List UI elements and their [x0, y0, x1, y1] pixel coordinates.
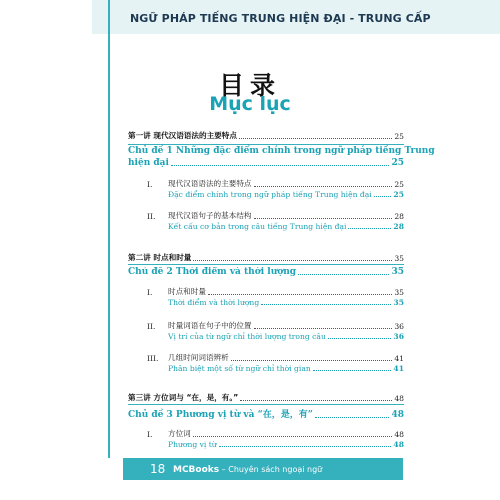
toc-entry-label: Vị trí của từ ngữ chỉ thời lượng trong câu: [168, 332, 326, 341]
toc-entry-label: 第一讲 现代汉语语法的主要特点: [128, 131, 237, 140]
roman-numeral: II.: [147, 322, 156, 331]
toc-section-2-1-vi[interactable]: [168, 298, 404, 307]
toc-entry-page: 36: [394, 322, 404, 331]
dot-leader: [219, 446, 392, 447]
toc-entry-page: 36: [393, 332, 404, 341]
toc-entry-label: 现代汉语语法的主要特点: [168, 179, 252, 188]
toc-entry-page: 25: [394, 180, 404, 189]
toc-lecture-3[interactable]: [128, 392, 404, 403]
toc-entry-label: 时点和时量: [168, 287, 206, 296]
dot-leader: [313, 370, 392, 371]
toc-section-1-1[interactable]: [168, 178, 404, 189]
toc-topic-2[interactable]: [128, 267, 404, 277]
toc-entry-label: 时量词语在句子中的位置: [168, 321, 252, 330]
toc-entry-label: Phương vị từ: [168, 440, 217, 449]
dot-leader: [208, 294, 392, 295]
toc-entry-label: Chủ đề 3 Phương vị từ và “在，是，有”: [128, 410, 313, 420]
toc-section-2-3-vi[interactable]: [168, 364, 404, 373]
toc-entry-page: 41: [393, 364, 404, 373]
header-title: NGỮ PHÁP TIẾNG TRUNG HIỆN ĐẠI - TRUNG CẤP: [130, 12, 431, 25]
dot-leader: [239, 138, 392, 139]
toc-topic-3[interactable]: [128, 407, 404, 420]
toc-entry-page: 25: [393, 190, 404, 199]
toc-entry-label: 方位词: [168, 429, 191, 438]
roman-numeral: III.: [147, 354, 159, 363]
toc-entry-page: 35: [394, 254, 404, 263]
toc-section-2-2[interactable]: [168, 320, 404, 331]
dot-leader: [298, 274, 389, 275]
dot-leader: [171, 165, 390, 166]
toc-entry-page: 28: [393, 222, 404, 231]
roman-numeral: I.: [147, 180, 153, 189]
toc-entry-label: Thời điểm và thời lượng: [168, 298, 260, 307]
toc-topic-1[interactable]: [128, 158, 404, 168]
dot-leader: [193, 436, 393, 437]
toc-lecture-2[interactable]: [128, 252, 404, 263]
toc-entry-label: Chủ đề 2 Thời điểm và thời lượng: [128, 267, 297, 277]
toc-topic-1-line1[interactable]: Chủ đề 1 Những đặc điểm chính trong ngữ pháp tiếng Trung: [128, 146, 435, 156]
roman-numeral: I.: [147, 288, 153, 297]
toc-entry-page: 48: [391, 410, 404, 420]
toc-section-2-2-vi[interactable]: [168, 332, 404, 341]
dot-leader: [374, 196, 392, 197]
dot-leader: [240, 400, 392, 401]
dot-leader: [348, 228, 391, 229]
toc-section-2-3[interactable]: [168, 352, 404, 363]
toc-entry-label: 现代汉语句子的基本结构: [168, 211, 252, 220]
toc-entry-page: 28: [394, 212, 404, 221]
dot-leader: [254, 186, 393, 187]
toc-entry-page: 41: [394, 354, 404, 363]
toc-entry-label: 第二讲 时点和时量: [128, 253, 192, 262]
toc-section-1-2[interactable]: [168, 210, 404, 221]
toc-section-2-1[interactable]: [168, 286, 404, 297]
toc-entry-label: Kết cấu cơ bản trong câu tiếng Trung hiện đại: [168, 222, 347, 231]
dot-leader: [231, 360, 393, 361]
toc-entry-page: 35: [394, 288, 404, 297]
toc-entry-page: 48: [394, 430, 404, 439]
separator-line: [128, 404, 404, 405]
title-chinese: 目录: [218, 71, 281, 100]
toc-entry-page: 25: [394, 132, 404, 141]
toc-entry-page: 48: [394, 394, 404, 403]
toc-entry-label: hiện đại: [128, 158, 169, 168]
brand-tagline: – Chuyên sách ngoại ngữ: [219, 465, 323, 474]
title-vietnamese: Mục lục: [209, 93, 291, 115]
toc-lecture-1[interactable]: [128, 130, 404, 141]
dot-leader: [328, 338, 392, 339]
roman-numeral: II.: [147, 212, 156, 221]
brand-name: MCBooks: [173, 465, 220, 475]
toc-section-1-1-vi[interactable]: [168, 190, 404, 199]
separator-line: [128, 264, 404, 265]
toc-entry-label: 几组时间词语辨析: [168, 353, 229, 362]
toc-entry-page: 35: [393, 298, 404, 307]
toc-entry-page: 25: [391, 158, 404, 168]
toc-entry-page: 35: [391, 267, 404, 277]
dot-leader: [315, 417, 390, 418]
dot-leader: [254, 328, 393, 329]
separator-line: [128, 144, 404, 145]
toc-entry-label: Đặc điểm chính trong ngữ pháp tiếng Trung hiện đại: [168, 190, 372, 199]
toc-section-1-2-vi[interactable]: [168, 222, 404, 231]
roman-numeral: I.: [147, 430, 153, 439]
toc-section-3-1[interactable]: [168, 428, 404, 439]
publisher-brand: [173, 465, 322, 475]
toc-entry-page: 48: [393, 440, 404, 449]
toc-section-3-1-vi[interactable]: [168, 440, 404, 449]
toc-entry-label: 第三讲 方位词与 “在，是，有。”: [128, 393, 239, 402]
dot-leader: [193, 260, 392, 261]
page-number: 18: [150, 462, 166, 476]
dot-leader: [261, 304, 391, 305]
toc-entry-label: Phân biệt một số từ ngữ chỉ thời gian: [168, 364, 311, 373]
dot-leader: [254, 218, 393, 219]
